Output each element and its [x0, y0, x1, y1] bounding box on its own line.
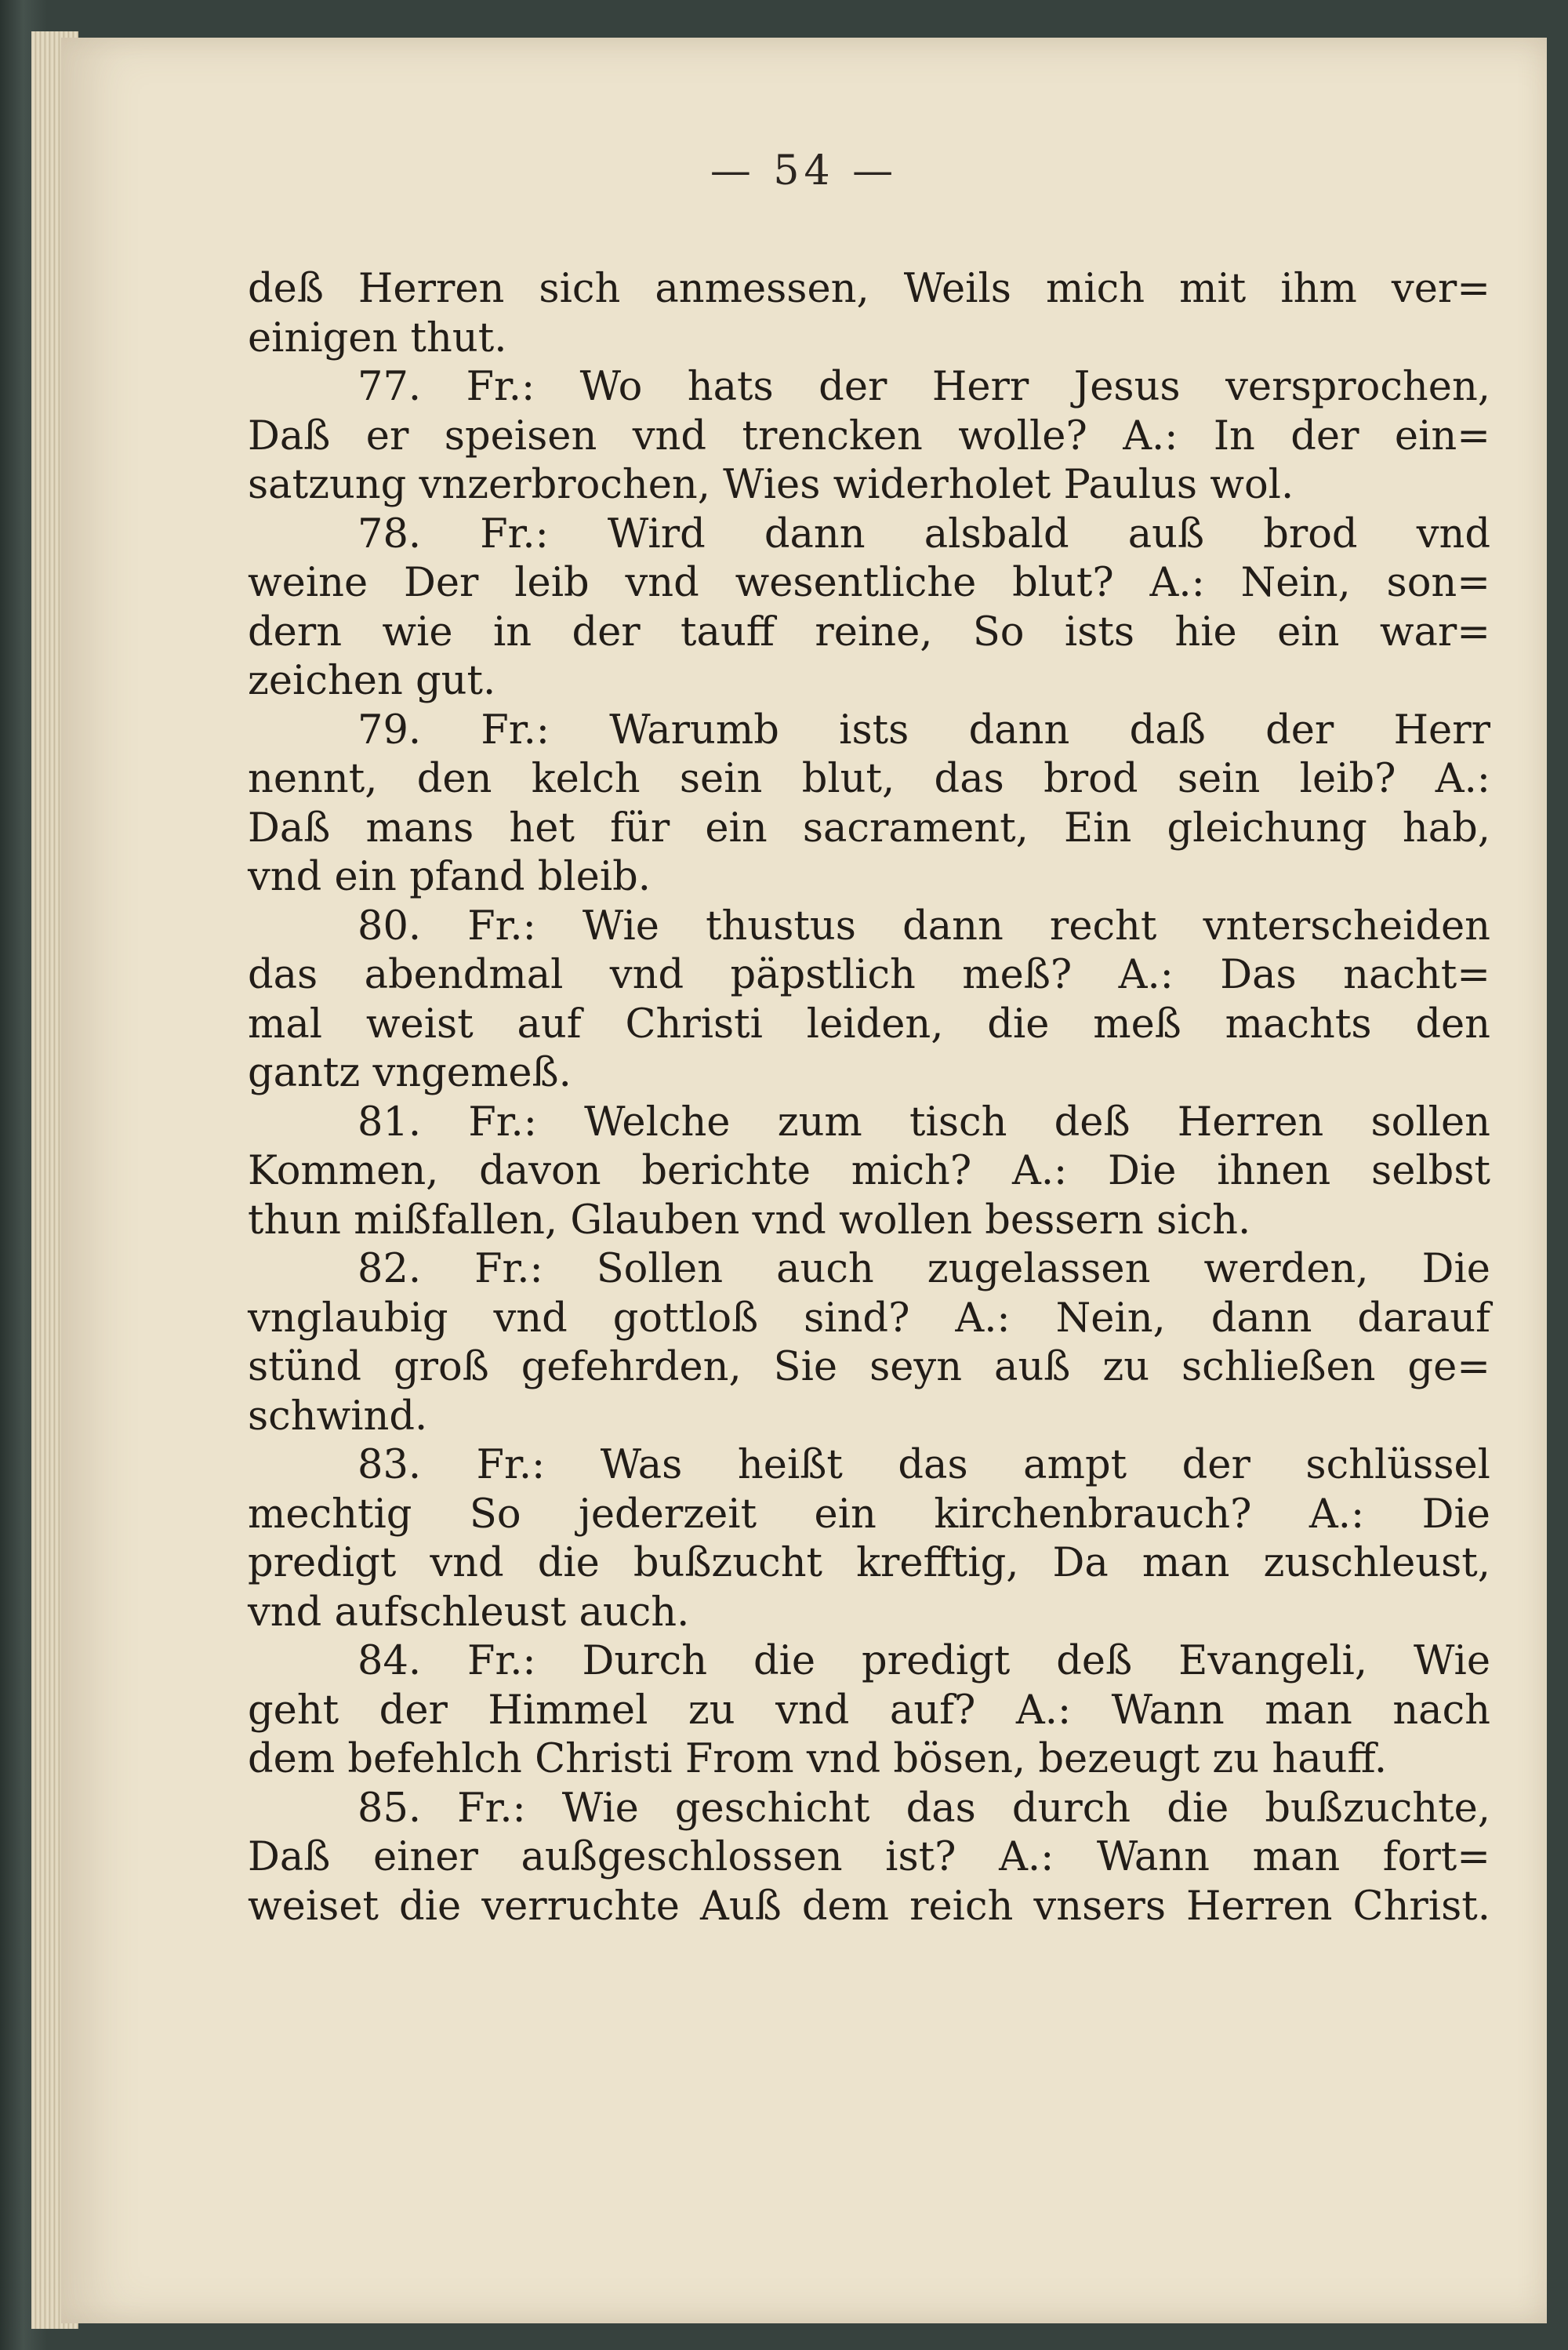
text-line: predigt vnd die bußzucht krefftig, Da man zuschleust, — [248, 1540, 1490, 1586]
text-line: 84. Fr.: Durch die predigt deß Evangeli, Wie — [358, 1638, 1490, 1684]
text-line: deß Herren sich anmessen, Weils mich mit ihm ver= — [248, 266, 1490, 312]
text-line: Daß er speisen vnd trencken wolle? A.: In der ein= — [248, 412, 1490, 459]
text-line: Kommen, davon berichte mich? A.: Die ihnen selbst — [248, 1148, 1490, 1194]
page-number: — 54 — — [710, 147, 898, 194]
text-line: vnglaubig vnd gottloß sind? A.: Nein, dann darauf — [248, 1295, 1490, 1342]
text-line: weine Der leib vnd wesentliche blut? A.: Nein, son= — [248, 560, 1490, 606]
text-line: thun mißfallen, Glauben vnd wollen bessern sich. — [248, 1197, 1251, 1244]
text-line: geht der Himmel zu vnd auf? A.: Wann man nach — [248, 1687, 1490, 1734]
text-line: mechtig So jederzeit ein kirchenbrauch? A.: Die — [248, 1491, 1490, 1538]
text-line: schwind. — [248, 1393, 428, 1440]
text-line: stünd groß gefehrden, Sie seyn auß zu schließen ge= — [248, 1344, 1490, 1390]
text-line: 77. Fr.: Wo hats der Herr Jesus versprochen, — [358, 364, 1490, 410]
text-line: vnd ein pfand bleib. — [248, 854, 652, 900]
text-line: 79. Fr.: Warumb ists dann daß der Herr — [358, 706, 1490, 754]
text-line: 82. Fr.: Sollen auch zugelassen werden, Die — [358, 1246, 1490, 1292]
text-line: 85. Fr.: Wie geschicht das durch die bußzuchte, — [358, 1785, 1490, 1832]
text-line: 78. Fr.: Wird dann alsbald auß brod vnd — [358, 510, 1490, 558]
text-line: dern wie in der tauff reine, So ists hie ein war= — [248, 608, 1490, 656]
text-line: 83. Fr.: Was heißt das ampt der schlüssel — [358, 1442, 1490, 1488]
text-line: dem befehlch Christi From vnd bösen, bezeugt zu hauff. — [248, 1736, 1388, 1782]
text-line: einigen thut. — [248, 314, 507, 361]
body-text — [248, 265, 1490, 1931]
text-line: gantz vngemeß. — [248, 1050, 572, 1096]
text-line: zeichen gut. — [248, 658, 496, 704]
text-line: nennt, den kelch sein blut, das brod sein leib? A.: — [248, 756, 1490, 802]
text-line: 81. Fr.: Welche zum tisch deß Herren sollen — [358, 1099, 1490, 1146]
text-line: vnd aufschleust auch. — [248, 1589, 690, 1636]
text-line: 80. Fr.: Wie thustus dann recht vnterscheiden — [358, 903, 1490, 950]
text-line: weiset die verruchte Auß dem reich vnsers Herren Christ. — [248, 1883, 1490, 1930]
text-line: Daß mans het für ein sacrament, Ein gleichung hab, — [248, 805, 1490, 852]
book-page — [61, 38, 1547, 2323]
text-line: mal weist auf Christi leiden, die meß machts den — [248, 1001, 1490, 1048]
text-line: satzung vnzerbrochen, Wies widerholet Paulus wol. — [248, 462, 1294, 508]
text-line: das abendmal vnd päpstlich meß? A.: Das nacht= — [248, 952, 1490, 998]
text-line: Daß einer außgeschlossen ist? A.: Wann man fort= — [248, 1834, 1490, 1880]
